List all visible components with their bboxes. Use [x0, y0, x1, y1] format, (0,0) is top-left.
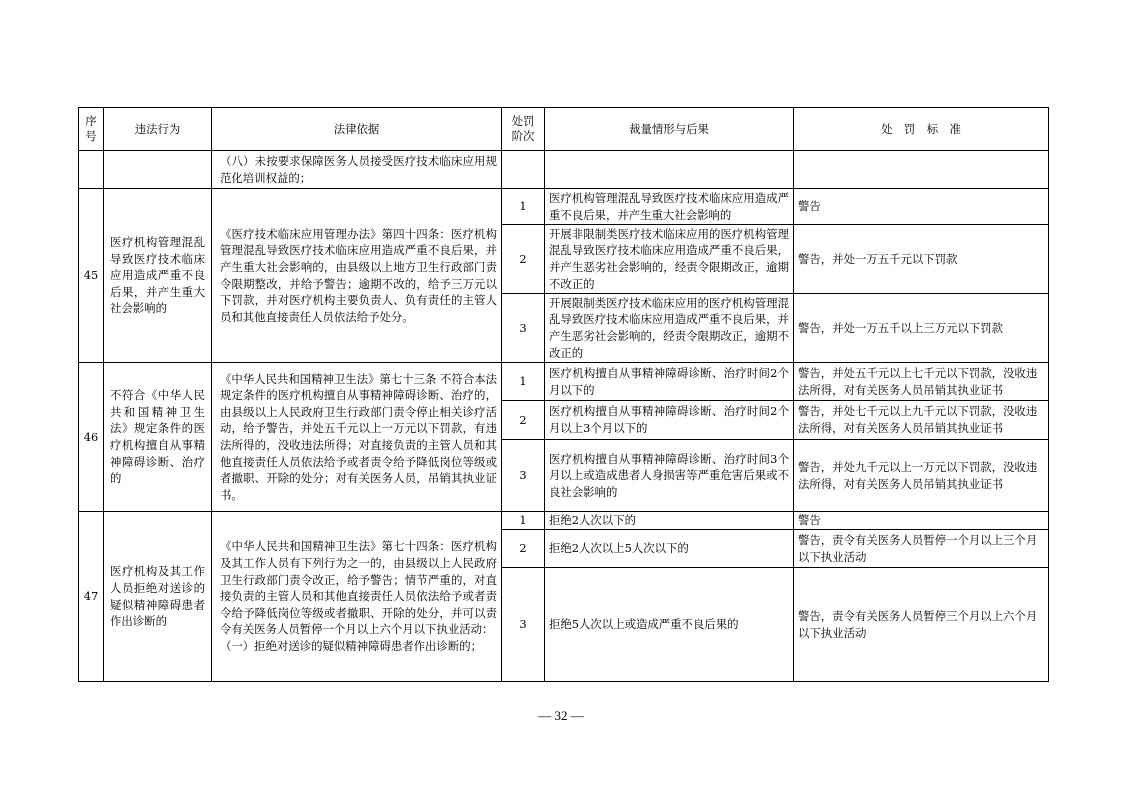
table-row — [79, 512, 1049, 530]
table-header-row — [79, 108, 1049, 151]
circumstance-cell: 拒绝2人次以下的 — [545, 512, 794, 530]
penalty-standards-table — [78, 107, 1049, 682]
standard-cell: 警告，并处九千元以上一万元以下罚款，没收违法所得，对有关医务人员吊销其执业证书 — [794, 440, 1049, 512]
level-cell: 3 — [502, 440, 545, 512]
legal-basis-cell: 《医疗技术临床应用管理办法》第四十四条：医疗机构管理混乱导致医疗技术临床应用造成严重不良后果，并产生重大社会影响的，由县级以上地方卫生行政部门责令限期整改，并给予警告；逾期不改的，给予三万元以下罚款，并对医疗机构主要负责人、负有责任的主管人员和其他直接责任人员依法给予处分。 — [212, 189, 502, 363]
level-cell: 2 — [502, 401, 545, 440]
circumstance-cell: 医疗机构管理混乱导致医疗技术临床应用造成严重不良后果，并产生重大社会影响的 — [545, 189, 794, 225]
level-cell: 3 — [502, 568, 545, 682]
page-number: — 32 — — [538, 708, 584, 723]
level-cell: 1 — [502, 189, 545, 225]
violation-cell: 不符合《中华人民共和国精神卫生法》规定条件的医疗机构擅自从事精神障碍诊断、治疗的 — [104, 363, 212, 512]
standard-cell: 警告，责令有关医务人员暂停三个月以上六个月以下执业活动 — [794, 568, 1049, 682]
seq-cell: 47 — [79, 512, 104, 682]
circumstance-cell: 医疗机构擅自从事精神障碍诊断、治疗时间2个月以上3个月以下的 — [545, 401, 794, 440]
continuation-legal-basis: （八）未按要求保障医务人员接受医疗技术临床应用规范化培训权益的； — [212, 151, 502, 189]
legal-basis-cell: 《中华人民共和国精神卫生法》第七十四条：医疗机构及其工作人员有下列行为之一的，由县级以上人民政府卫生行政部门责令改正，给予警告；情节严重的，对直接负责的主管人员和其他直接责任人员依法给予或者责令给予降低岗位等级或者撤职、开除的处分，并可以责令有关医务人员暂停一个月以上六个月以下执业活动： （一）拒绝对送诊的疑似精神障碍患者作出诊断的； — [212, 512, 502, 682]
header-standard: 处 罚 标 准 — [794, 108, 1049, 151]
circumstance-cell: 开展非限制类医疗技术临床应用的医疗机构管理混乱导致医疗技术临床应用造成严重不良后果，并产生恶劣社会影响的，经责令限期改正，逾期不改正的 — [545, 225, 794, 294]
standard-cell: 警告，并处七千元以上九千元以下罚款，没收违法所得，对有关医务人员吊销其执业证书 — [794, 401, 1049, 440]
circumstance-cell: 医疗机构擅自从事精神障碍诊断、治疗时间3个月以上或造成患者人身损害等严重危害后果或不良社会影响的 — [545, 440, 794, 512]
standard-cell: 警告，并处五千元以上七千元以下罚款，没收违法所得，对有关医务人员吊销其执业证书 — [794, 363, 1049, 401]
legal-basis-cell: 《中华人民共和国精神卫生法》第七十三条 不符合本法规定条件的医疗机构擅自从事精神障碍诊断、治疗的，由县级以上人民政府卫生行政部门责令停止相关诊疗活动，给予警告，并处五千元以上一万元以下罚款，有违法所得的，没收违法所得；对直接负责的主管人员和其他直接责任人员依法给予或者责令给予降低岗位等级或者撤职、开除的处分；对有关医务人员，吊销其执业证书。 — [212, 363, 502, 512]
standard-cell: 警告，责令有关医务人员暂停一个月以上三个月以下执业活动 — [794, 530, 1049, 568]
level-cell: 3 — [502, 294, 545, 363]
header-violation: 违法行为 — [104, 108, 212, 151]
level-cell: 2 — [502, 530, 545, 568]
level-cell: 1 — [502, 512, 545, 530]
standard-cell: 警告，并处一万五千元以下罚款 — [794, 225, 1049, 294]
circumstance-cell: 拒绝2人次以上5人次以下的 — [545, 530, 794, 568]
circumstance-cell: 开展限制类医疗技术临床应用的医疗机构管理混乱导致医疗技术临床应用造成严重不良后果，并产生恶劣社会影响的，经责令限期改正，逾期不改正的 — [545, 294, 794, 363]
level-cell: 1 — [502, 363, 545, 401]
header-penalty-count: 处罚阶次 — [502, 108, 545, 151]
violation-cell: 医疗机构及其工作人员拒绝对送诊的疑似精神障碍患者作出诊断的 — [104, 512, 212, 682]
seq-cell: 46 — [79, 363, 104, 512]
violation-cell: 医疗机构管理混乱导致医疗技术临床应用造成严重不良后果，并产生重大社会影响的 — [104, 189, 212, 363]
standard-cell: 警告 — [794, 189, 1049, 225]
level-cell: 2 — [502, 225, 545, 294]
standard-cell: 警告，并处一万五千以上三万元以下罚款 — [794, 294, 1049, 363]
seq-cell: 45 — [79, 189, 104, 363]
header-legal-basis: 法律依据 — [212, 108, 502, 151]
table-row — [79, 189, 1049, 225]
circumstance-cell: 医疗机构擅自从事精神障碍诊断、治疗时间2个月以下的 — [545, 363, 794, 401]
header-seq: 序号 — [79, 108, 104, 151]
continuation-row — [79, 151, 1049, 189]
circumstance-cell: 拒绝5人次以上或造成严重不良后果的 — [545, 568, 794, 682]
header-circumstances: 裁量情形与后果 — [545, 108, 794, 151]
table-row — [79, 363, 1049, 401]
standard-cell: 警告 — [794, 512, 1049, 530]
